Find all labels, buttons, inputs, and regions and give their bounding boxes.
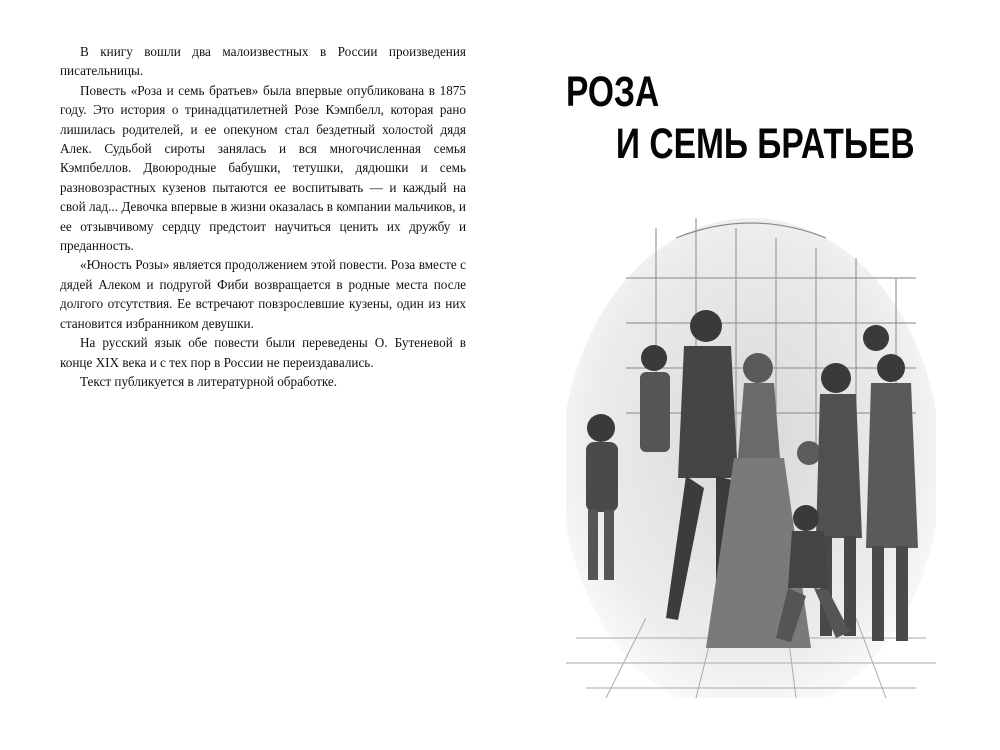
paragraph-2: Повесть «Роза и семь братьев» была впервые опубликована в 1875 году. Это история о тринадцатилетней Розе Кэмпбелл, которая рано лишилась родителей, и ее опекуном стал бездетный холостой дядя Алек. Судьбой сироты занялась и вся многочисленная семья Кэмпбеллов. Двоюродные бабушки, тетушки, дядюшки и семь разновозрастных кузенов пытаются ее воспитывать — и каждый на свой лад... Девочка впервые в жизни оказалась в компании мальчиков, и ее отзывчивому сердцу предстоит научиться ценить их дружбу и преданность. (60, 82, 466, 254)
title-line-1: РОЗА (566, 68, 660, 116)
book-title (566, 66, 915, 170)
paragraph-1: В книгу вошли два малоизвестных в России произведения писательницы. (60, 44, 466, 79)
figure-head (587, 414, 615, 442)
illustration-icon (566, 218, 936, 698)
paragraph-4: На русский язык обе повести были переведены О. Бутеневой в конце XIX века и с тех пор в России не переиздавались. (60, 335, 466, 370)
paragraph-3: «Юность Розы» является продолжением этой повести. Роза вместе с дядей Алеком и подругой Фиби возвращается в родные места после долгого отсутствия. Ее встречают повзрослевшие кузены, один из них становится избранником девушки. (60, 257, 466, 331)
illustration-svg (566, 218, 936, 698)
right-page (500, 0, 1000, 750)
intro-text (60, 42, 466, 391)
title-line-2: И СЕМЬ БРАТЬЕВ (615, 120, 915, 168)
paragraph-5: Текст публикуется в литературной обработке. (80, 373, 338, 389)
